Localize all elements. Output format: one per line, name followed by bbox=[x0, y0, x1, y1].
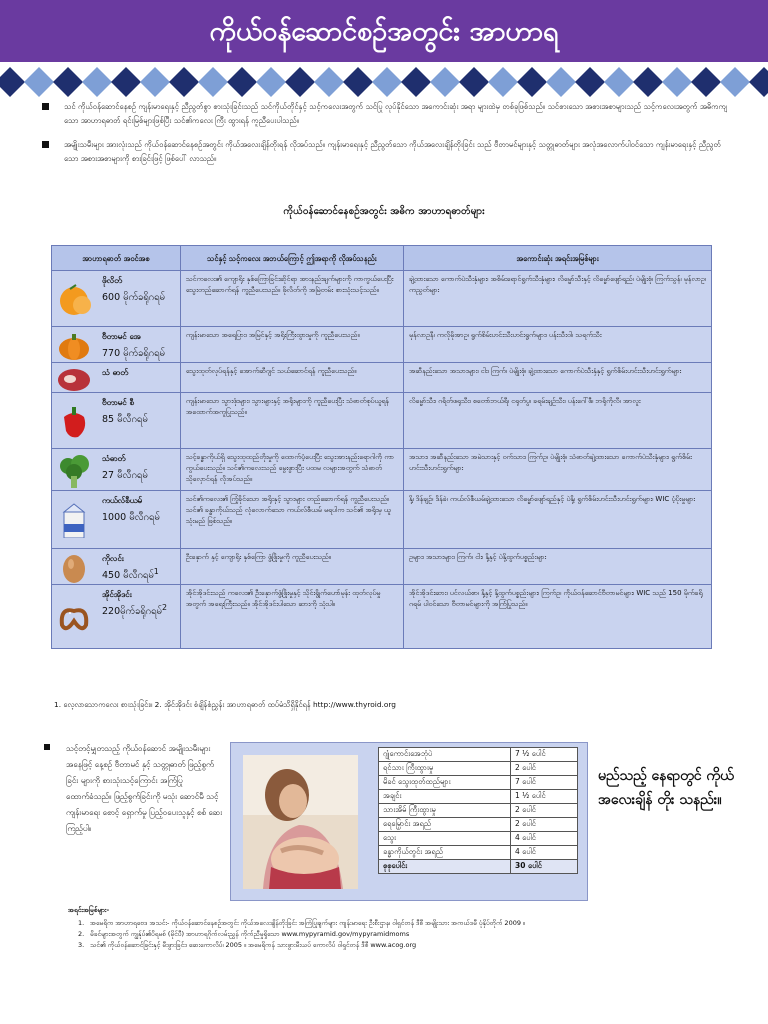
nutrient-name: အိုင်အိုဒင်း bbox=[102, 590, 132, 600]
nutrient-reason: အိုင်အိုဒင်းသည် ကလေး၏ ဦးနှောက်ဖွံ့ဖြိုးမှုနှင့် သိုင်းရွိုက်ဟော်မုန်း ထုတ်လုပ်မှုအတွက် အရေးကြီးသည်။ အိုင်အိုဒင်းပါသော ဆားကို သုံးပါ။ bbox=[180, 585, 403, 649]
weight-label: အချင်း bbox=[379, 790, 511, 804]
nutrient-cell bbox=[52, 393, 181, 449]
nutrient-sources: နို့၊ ဒိန်ချဉ်၊ ဒိန်ခဲ၊ ကယ်လ်စီယမ်ချဲ့ထားသော လိမ္မော်ဖျော်ရည်နှင့် ပဲနို့၊ ရွက်စိမ်းဟင်းသီးဟင်းရွက်များ၊ WIC ပံ့ပိုးမှုများ bbox=[403, 491, 711, 549]
column-header-sources: အကောင်းဆုံး အရင်းအမြစ်များ bbox=[403, 246, 711, 271]
diamond-shape bbox=[749, 67, 768, 97]
weight-row bbox=[379, 748, 578, 762]
nutrient-name: ဖိုလိတ် bbox=[102, 276, 122, 285]
diamond-shape bbox=[169, 67, 199, 97]
diamond-shape bbox=[720, 67, 750, 97]
bullet-square-icon bbox=[42, 141, 49, 148]
diamond-shape bbox=[0, 67, 25, 97]
weight-label: ခန္ဓာကိုယ်တွင်း အရည် bbox=[379, 846, 511, 860]
table-title: ကိုယ်ဝန်ဆောင်နေစဉ်အတွင်း အဓိက အာဟာရဓာတ်များ bbox=[283, 206, 485, 217]
references bbox=[68, 905, 728, 951]
pretzel-icon bbox=[56, 599, 92, 635]
diamond-shape bbox=[24, 67, 54, 97]
footnote-marker: 1 bbox=[153, 567, 159, 577]
weight-value: 4 ပေါင် bbox=[511, 832, 578, 846]
weight-row bbox=[379, 846, 578, 860]
intro-text: အမျိုးသမီးများ အားလုံးသည် ကိုယ်ဝန်ဆောင်နေစဉ်အတွင်း ကိုယ်အလေးချိန်တိုးရန် လိုအပ်သည်။ ကျန်းမာရေးနှင့် ညီညွတ်သော ကိုယ်အလေးချိန်တိုးခြင်း သည် ဗီတာမင်များနှင့် သတ္တုဓာတ်များ အလုံအလောက်ပါဝင်သော ကျန်းမာရေးနှင့် ညီညွတ်သော အစားအစာများကို စားခြင်းဖြင့် ဖြစ်ပေါ် လာသည်။ bbox=[64, 140, 721, 163]
decorative-diamond-band bbox=[0, 62, 768, 102]
column-header-nutrient: အာဟာရဓာတ် အဝင်အစ bbox=[52, 246, 181, 271]
diamond-shape bbox=[691, 67, 721, 97]
weight-total-row bbox=[379, 860, 578, 874]
orange-icon bbox=[56, 281, 92, 317]
diamond-shape bbox=[140, 67, 170, 97]
nutrient-cell bbox=[52, 363, 181, 393]
table-footnote: 1. လေ့လာသောကလေး စားသုံးခြင်း။ 2. အိုင်အိုဒင်း စံချိန်စံညွှန်း အာဟာရဓာတ် ထပ်မံသိရှိနိုင်ရန် http://www.thyroid.org bbox=[54, 700, 396, 709]
pumpkin-icon bbox=[56, 327, 92, 363]
supplement-text: သင့်တင့်မျှတသည့် ကိုယ်ဝန်ဆောင် အမျိုးသမီးများ အနေဖြင့် နေ့စဉ် ဗီတာမင် နှင့် သတ္တုဓာတ် ဖြည့်စွက်ခြင်း များကို စားသုံးသင့်ကြောင်း အကြံပြု ထောက်ခံသည်။ ဖြည့်စွက်ခြင်းကို မသုံး ဆောင်မီ သင့် ကျန်းမာရေး စောင့် ရှောက်မှု ပြည့်ဝပေးသူနှင့် စစ် ဆေးကြည့်ပါ။ bbox=[66, 744, 223, 833]
nutrient-reason: သွေးထုတ်လုပ်ရန်နှင့် အောက်ဆီဂျင် သယ်ဆောင်ရန် ကူညီပေးသည်။ bbox=[180, 363, 403, 393]
weight-value: 4 ပေါင် bbox=[511, 846, 578, 860]
table-row bbox=[52, 271, 712, 327]
diamond-shape bbox=[372, 67, 402, 97]
nutrient-cell bbox=[52, 449, 181, 491]
weight-value: 2 ပေါင် bbox=[511, 804, 578, 818]
diamond-shape bbox=[430, 67, 460, 97]
nutrient-amount: 770 မိုက်ခရိုဂရမ် bbox=[102, 348, 165, 360]
nutrient-name: ကိုလင်း bbox=[102, 554, 124, 564]
nutrient-cell bbox=[52, 549, 181, 585]
nutrient-name: ဗီတာမင် စီ bbox=[102, 398, 134, 408]
table-row bbox=[52, 327, 712, 363]
reference-item: 3. သင်၏ ကိုယ်ဝန်ဆောင်ခြင်းနှင့် မီးဖွားခြင်း၊ ဆေးကောလိပ်၊ 2005 ။ အမေရိကန် သားဖွားမီးယပ် ကောလိပ် ဝါရှင်တန် ဒီစီ www.acog.org bbox=[78, 941, 417, 949]
nutrient-amount: 27 မီလီဂရမ် bbox=[102, 470, 148, 482]
egg-icon bbox=[56, 549, 92, 585]
references-title: အရင်းအမြစ်များ- bbox=[68, 906, 110, 914]
diamond-shape bbox=[633, 67, 663, 97]
table-header-row bbox=[52, 246, 712, 271]
weight-total-label: စုစုပေါင်း bbox=[379, 860, 511, 874]
nutrient-reason: သင့်ခန္ဓာကိုယ်ရှိ သွေးထုထည်တိုးမှုကို ထောက်ပံ့ပေးပြီး သွေးအားနည်းရောဂါကို ကာကွယ်ပေးသည်။ သင်၏ကလေးသည် မွေးဖွားပြီး ပထမ လများအတွက် သံဓာတ်သိုလှောင်ရန် လိုအပ်သည်။ bbox=[180, 449, 403, 491]
nutrient-sources: ချဲ့ထားသော ကောက်ပဲသီးနှံများ၊ အစိမ်းရောင်ရွက်သီးနှံများ၊ လိမ္မော်သီးနှင့် လိမ္မော်ဖျော်ရည်၊ ပဲမျိုးစုံ၊ ကြက်သွန်၊ မုန်လာဥ၊ ကညွတ်များ bbox=[403, 271, 711, 327]
diamond-shape bbox=[53, 67, 83, 97]
table-row bbox=[52, 491, 712, 549]
weight-total-value: 30 ပေါင် bbox=[511, 860, 578, 874]
diamond-shape bbox=[343, 67, 373, 97]
nutrient-table bbox=[51, 245, 712, 649]
diamond-shape bbox=[604, 67, 634, 97]
diamond-shape bbox=[546, 67, 576, 97]
page-title: ကိုယ်ဝန်ဆောင်စဉ်အတွင်း အာဟာရ bbox=[209, 16, 559, 47]
weight-label: ရင်သား ကြီးထွားမှု bbox=[379, 762, 511, 776]
weight-value: 7 ½ ပေါင် bbox=[511, 748, 578, 762]
nutrient-sources: အိုင်အိုဒင်းဆား၊ ပင်လယ်စာ၊ နို့နှင့် နို့ထွက်ပစ္စည်းများ၊ ကြက်ဥ၊ ကိုယ်ဝန်ဆောင်ဗီတာမင်များ၊ WIC သည် 150 မိုက်ခရိုဂရမ် ပါဝင်သော ဗီတာမင်များကို အကြံပြုသည်။ bbox=[403, 585, 711, 649]
column-header-why: သင်နှင့် သင့်ကလေး အဘယ်ကြောင့် ဤအရာကို လိုအပ်သနည်း bbox=[180, 246, 403, 271]
diamond-shape bbox=[517, 67, 547, 97]
nutrient-sources: လိမ္မော်သီး၊ ဂရိတ်ဖရုသီး၊ စတော်ဘယ်ရီ၊ ငရုတ်ပွ၊ ခရမ်းချဉ်သီး၊ ပန်းဂေါ်ဖီ၊ ဘရိုကိုလီ၊ အာလူး bbox=[403, 393, 711, 449]
table-row bbox=[52, 393, 712, 449]
weight-label: ရေမြှောင်း အရည် bbox=[379, 818, 511, 832]
weight-gain-panel bbox=[230, 742, 588, 901]
diamond-shape bbox=[575, 67, 605, 97]
nutrient-amount: 85 မီလီဂရမ် bbox=[102, 414, 148, 426]
weight-gain-callout: မည်သည့် နေရာတွင် ကိုယ် အလေးချိန် တိုး သနည်း။ bbox=[598, 768, 734, 808]
page-header bbox=[0, 0, 768, 62]
weight-value: 2 ပေါင် bbox=[511, 818, 578, 832]
weight-label: သားအိမ် ကြီးထွားမှု bbox=[379, 804, 511, 818]
intro-text: သင် ကိုယ်ဝန်ဆောင်နေစဉ် ကျန်းမာရေးနှင့် ညီညွတ်စွာ စားသုံးခြင်းသည် သင်ကိုယ်တိုင်နှင့် သင့်ကလေးအတွက် သင်ပြု လုပ်နိုင်သော အကောင်းဆုံး အရာ များထဲမှ တစ်ခုဖြစ်သည်။ သင်စားသော အစားအစာများသည် သင့်ကလေးအတွက် အဓိကကျသော အာဟာရဓာတ် ရင်းမြစ်များဖြစ်ပြီး သင်၏ကလေး ကြီး ထွားရန် ကူညီပေးပါသည်။ bbox=[64, 102, 728, 125]
nutrient-reason: ကျန်းမာသော အရေပြား၊ အမြင်နှင့် အရိုးကြီးထွားမှုကို ကူညီပေးသည်။ bbox=[180, 327, 403, 363]
diamond-shape bbox=[314, 67, 344, 97]
nutrient-amount: 600 မိုက်ခရိုဂရမ် bbox=[102, 292, 165, 304]
bullet-square-icon bbox=[42, 103, 49, 110]
diamond-shape bbox=[111, 67, 141, 97]
reference-item: 1. အမေရိက အာဟာရဗေဒ အသင်း- ကိုယ်ဝန်ဆောင်နေစဉ်အတွင်း ကိုယ်အလေးချိန်တိုးခြင်း အကြံပြုချက်များ ကျန်းမာရေး ဦးစီးဌာန၊ ဝါရှင်တန် ဒီစီ အမျိုးသား အကယ်ဒမီ ပုံနှိပ်တိုက် 2009 ။ bbox=[78, 919, 526, 927]
table-row bbox=[52, 449, 712, 491]
nutrient-cell bbox=[52, 327, 181, 363]
intro-bullets bbox=[42, 100, 732, 176]
nutrient-name: ဗီတာမင် အေ bbox=[102, 332, 141, 341]
weight-label: မိခင် သွေးထုတ်ထည်များ bbox=[379, 776, 511, 790]
nutrient-amount: 1000 မီလီဂရမ် bbox=[102, 512, 160, 524]
table-row bbox=[52, 549, 712, 585]
reference-item: 2. မိခင်များအတွက် ကျွန်ုပ်၏ပိရမစ် (မိုင်ပီ) အာဟာရဂိုက်လမ်းညွှန် ကိုက်ညီမှုရှိသော www.mypyramid.gov/mypyramidmoms bbox=[78, 930, 410, 938]
nutrient-name: ကယ်လ်စီယမ် bbox=[102, 496, 142, 506]
diamond-shape bbox=[459, 67, 489, 97]
nutrient-sources: အဆီနည်းသော အသားများ၊ ငါး၊ ကြက်၊ ပဲမျိုးစုံ၊ ချဲ့ထားသော ကောက်ပဲသီးနှံနှင့် ရွက်စိမ်းဟင်းသီးဟင်းရွက်များ bbox=[403, 363, 711, 393]
weight-row bbox=[379, 818, 578, 832]
table-row bbox=[52, 363, 712, 393]
diamond-shape bbox=[401, 67, 431, 97]
broccoli-icon bbox=[56, 452, 92, 488]
nutrient-sources: ဥများ၊ အသားများ၊ ကြက်၊ ငါး၊ နို့နှင့် ပဲနို့ထွက်ပစ္စည်းများ bbox=[403, 549, 711, 585]
table-row bbox=[52, 585, 712, 649]
weight-row bbox=[379, 804, 578, 818]
diamond-shape bbox=[227, 67, 257, 97]
nutrient-sources: မုန်လာဥနီ၊ ကလိုမိုအာဥ၊ ရွက်စိမ်းဟင်းသီးဟင်းရွက်များ၊ ပန်းသီးဝါ၊ သရက်သီး bbox=[403, 327, 711, 363]
diamond-shape bbox=[662, 67, 692, 97]
milk-carton-icon bbox=[56, 502, 92, 538]
diamond-shape bbox=[488, 67, 518, 97]
weight-row bbox=[379, 762, 578, 776]
weight-label: သွေး bbox=[379, 832, 511, 846]
steak-icon bbox=[56, 360, 92, 396]
nutrient-reason: သင်ကလေး၏ ကျောရိုး နှစ်ကြောခြင်းဆိုင်ရာ အားနည်းချက်များကို ကာကွယ်ပေးပြီး သွေးတည်ဆောက်ရန် ကူညီပေးသည်။ ဖိုလိတ်ကို အမြဲတမ်း စားသုံးသင့်သည်။ bbox=[180, 271, 403, 327]
bullet-square-icon bbox=[44, 744, 50, 750]
diamond-shape bbox=[285, 67, 315, 97]
nutrient-reason: ကျန်းမာသော သွားဖုံးများ၊ သွားများနှင့် အရိုးများကို ကူညီပေးပြီး သံဓာတ်စုပ်ယူရန် အထောက်အကူပြုသည်။ bbox=[180, 393, 403, 449]
intro-bullet bbox=[42, 138, 732, 166]
nutrient-reason: ဦးနှောက် နှင့် ကျောရိုး နှစ်ကြော ဖွံ့ဖြိုးမှုကို ကူညီပေးသည်။ bbox=[180, 549, 403, 585]
weight-row bbox=[379, 776, 578, 790]
intro-bullet bbox=[42, 100, 732, 128]
diamond-shape bbox=[198, 67, 228, 97]
pregnant-woman-photo bbox=[243, 755, 358, 889]
nutrient-amount: 220မိုက်ခရိုဂရမ်$^2$ bbox=[102, 603, 167, 618]
weight-label: ဂျုံကောင်းအေဘုံပဲ bbox=[379, 748, 511, 762]
weight-row bbox=[379, 790, 578, 804]
pepper-icon bbox=[56, 403, 92, 439]
diamond-shape bbox=[82, 67, 112, 97]
nutrient-cell bbox=[52, 271, 181, 327]
weight-value: 2 ပေါင် bbox=[511, 762, 578, 776]
weight-value: 7 ပေါင် bbox=[511, 776, 578, 790]
weight-value: 1 ½ ပေါင် bbox=[511, 790, 578, 804]
nutrient-cell bbox=[52, 491, 181, 549]
nutrient-amount: 450 မီလီဂရမ်$^1$ bbox=[102, 567, 159, 582]
nutrient-name: သံဓာတ် bbox=[102, 454, 126, 464]
nutrient-cell bbox=[52, 585, 181, 649]
footnote-marker: 2 bbox=[161, 603, 167, 613]
nutrient-sources: အသား၊ အဆီနည်းသော အမဲသားနှင့် ဝက်သား၊ ကြက်ဥ၊ ပဲမျိုးစုံ၊ သံဓာတ်ချဲ့ထားသော ကောက်ပဲသီးနှံများ၊ ရွက်စိမ်းဟင်းသီးဟင်းရွက်များ bbox=[403, 449, 711, 491]
diamond-shape bbox=[256, 67, 286, 97]
nutrient-reason: သင်၏ကလေး၏ ကြံ့ခိုင်သော အရိုးနှင့် သွားများ တည်ဆောက်ရန် ကူညီပေးသည်။ သင်၏ ခန္ဓာကိုယ်သည် လုံလောက်သော ကယ်လ်စီယမ် မရပါက သင်၏ အရိုးမှ ယူသုံးမည် ဖြစ်သည်။ bbox=[180, 491, 403, 549]
supplement-note bbox=[44, 741, 224, 837]
weight-row bbox=[379, 832, 578, 846]
weight-gain-table bbox=[378, 747, 578, 874]
nutrient-name: သံ ဓာတ် bbox=[102, 368, 129, 378]
